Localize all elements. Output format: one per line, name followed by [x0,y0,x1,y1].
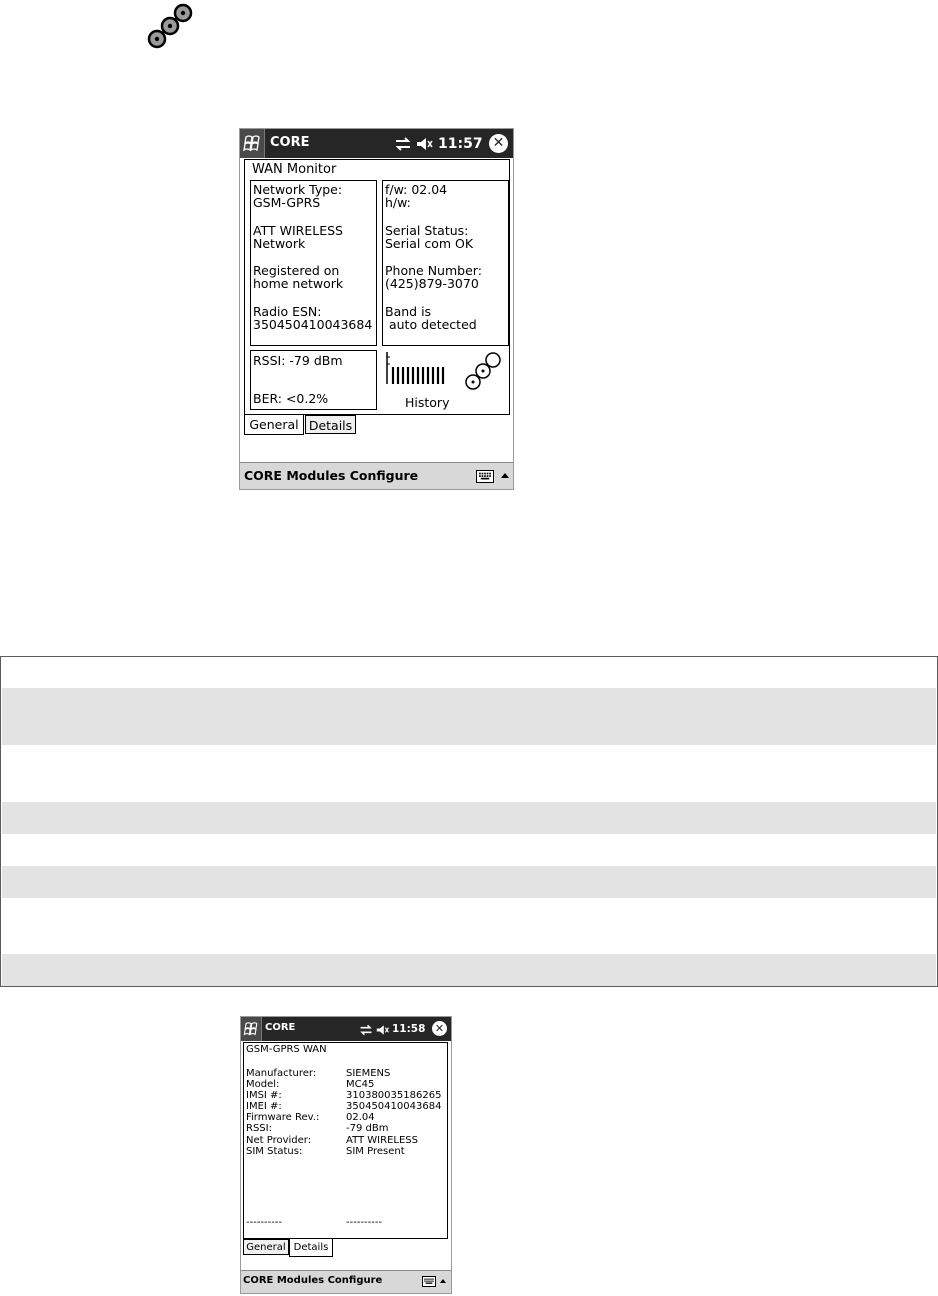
gsm-details-panel [243,1042,448,1239]
menu-up-arrow-icon[interactable] [501,473,509,478]
radio-esn-label: Radio ESN: [253,303,322,319]
table-row [2,745,936,802]
detail-row [246,1090,441,1101]
detail-row [246,1135,441,1146]
ber-value: BER: <0.2% [253,391,329,406]
detail-value: SIM Present [346,1145,405,1157]
registration-status: Registered on [253,263,340,279]
detail-row [246,1123,441,1134]
details-list [246,1068,441,1157]
network-provider: ATT WIRELESS [253,222,343,238]
windows-start-icon[interactable] [240,129,265,158]
table-row [2,866,936,898]
app-title: CORE [270,135,310,150]
network-type-value: GSM-GPRS [253,195,321,211]
title-bar [240,129,513,158]
band-value: auto detected [385,317,477,333]
speaker-icon[interactable] [376,1022,390,1036]
clock-time[interactable]: 11:57 [438,135,483,152]
detail-value: 02.04 [346,1112,375,1124]
firmware-version: f/w: 02.04 [385,182,448,197]
wan-monitor-screen [239,128,514,490]
table-row [2,657,936,688]
menu-bar-label[interactable]: CORE Modules Configure [243,1275,383,1286]
detail-value: 310380035186265 [346,1090,442,1102]
detail-label: Net Provider: [246,1134,312,1146]
radio-esn-value: 350450410043684 [253,317,373,333]
network-label: Network [253,235,306,251]
registration-network: home network [253,276,344,292]
panel-title: WAN Monitor [252,162,337,177]
detail-label: RSSI: [246,1123,272,1135]
panel-title: GSM-GPRS WAN [246,1044,327,1055]
detail-value: ATT WIRELESS [346,1134,418,1146]
band-label: Band is [385,303,432,319]
tab-general[interactable]: General [244,415,304,435]
table-row [2,834,936,866]
hardware-version: h/w: [385,195,411,211]
gsm-details-screen [240,1016,452,1294]
signal-box [250,350,377,410]
title-bar [241,1017,451,1041]
wan-monitor-panel [244,159,510,415]
app-title: CORE [265,1022,296,1033]
history-label: History [405,395,450,410]
serial-status-label: Serial Status: [385,222,469,238]
rssi-value: RSSI: -79 dBm [253,353,343,368]
keyboard-icon[interactable] [422,1276,436,1287]
windows-start-icon[interactable] [241,1017,262,1041]
serial-status-value: Serial com OK [385,235,474,251]
menu-up-arrow-icon[interactable] [440,1279,446,1283]
table-row [2,898,936,954]
menu-bar-label[interactable]: CORE Modules Configure [244,468,419,483]
menu-bar [240,462,513,489]
tab-general[interactable]: General [243,1239,289,1255]
detail-row [246,1068,441,1079]
tab-details[interactable]: Details [305,415,356,434]
menu-bar [241,1270,451,1293]
table-row [2,802,936,834]
speaker-icon[interactable] [416,135,434,153]
close-icon[interactable]: ✕ [432,1021,447,1036]
link-icon [146,2,202,52]
detail-value: 350450410043684 [346,1101,442,1113]
phone-number-label: Phone Number: [385,263,482,279]
detail-value: SIEMENS [346,1068,391,1079]
connectivity-icon[interactable] [359,1022,373,1036]
phone-number-value: (425)879-3070 [385,276,479,292]
device-info-box [382,180,509,346]
detail-row [246,1146,441,1157]
detail-row [246,1101,441,1112]
footer-left: ---------- [246,1217,283,1228]
info-table [0,656,938,987]
detail-row [246,1079,441,1090]
detail-value: -79 dBm [346,1123,389,1135]
signal-history-icon[interactable] [385,352,505,392]
detail-label: SIM Status: [246,1145,303,1157]
detail-label: IMSI #: [246,1090,282,1102]
close-icon[interactable]: ✕ [489,134,508,153]
table-row [2,954,936,986]
detail-label: Model: [246,1079,280,1091]
keyboard-icon[interactable] [476,470,494,483]
network-info-box [250,180,377,346]
detail-value: MC45 [346,1079,375,1091]
detail-label: Firmware Rev.: [246,1112,320,1124]
table-row [2,688,936,745]
network-type-label: Network Type: [253,182,343,197]
footer-right: ---------- [346,1217,383,1228]
connectivity-icon[interactable] [394,135,412,153]
clock-time[interactable]: 11:58 [392,1023,426,1035]
detail-label: Manufacturer: [246,1068,317,1079]
tab-details[interactable]: Details [289,1239,333,1257]
detail-label: IMEI #: [246,1101,282,1113]
detail-row [246,1112,441,1123]
